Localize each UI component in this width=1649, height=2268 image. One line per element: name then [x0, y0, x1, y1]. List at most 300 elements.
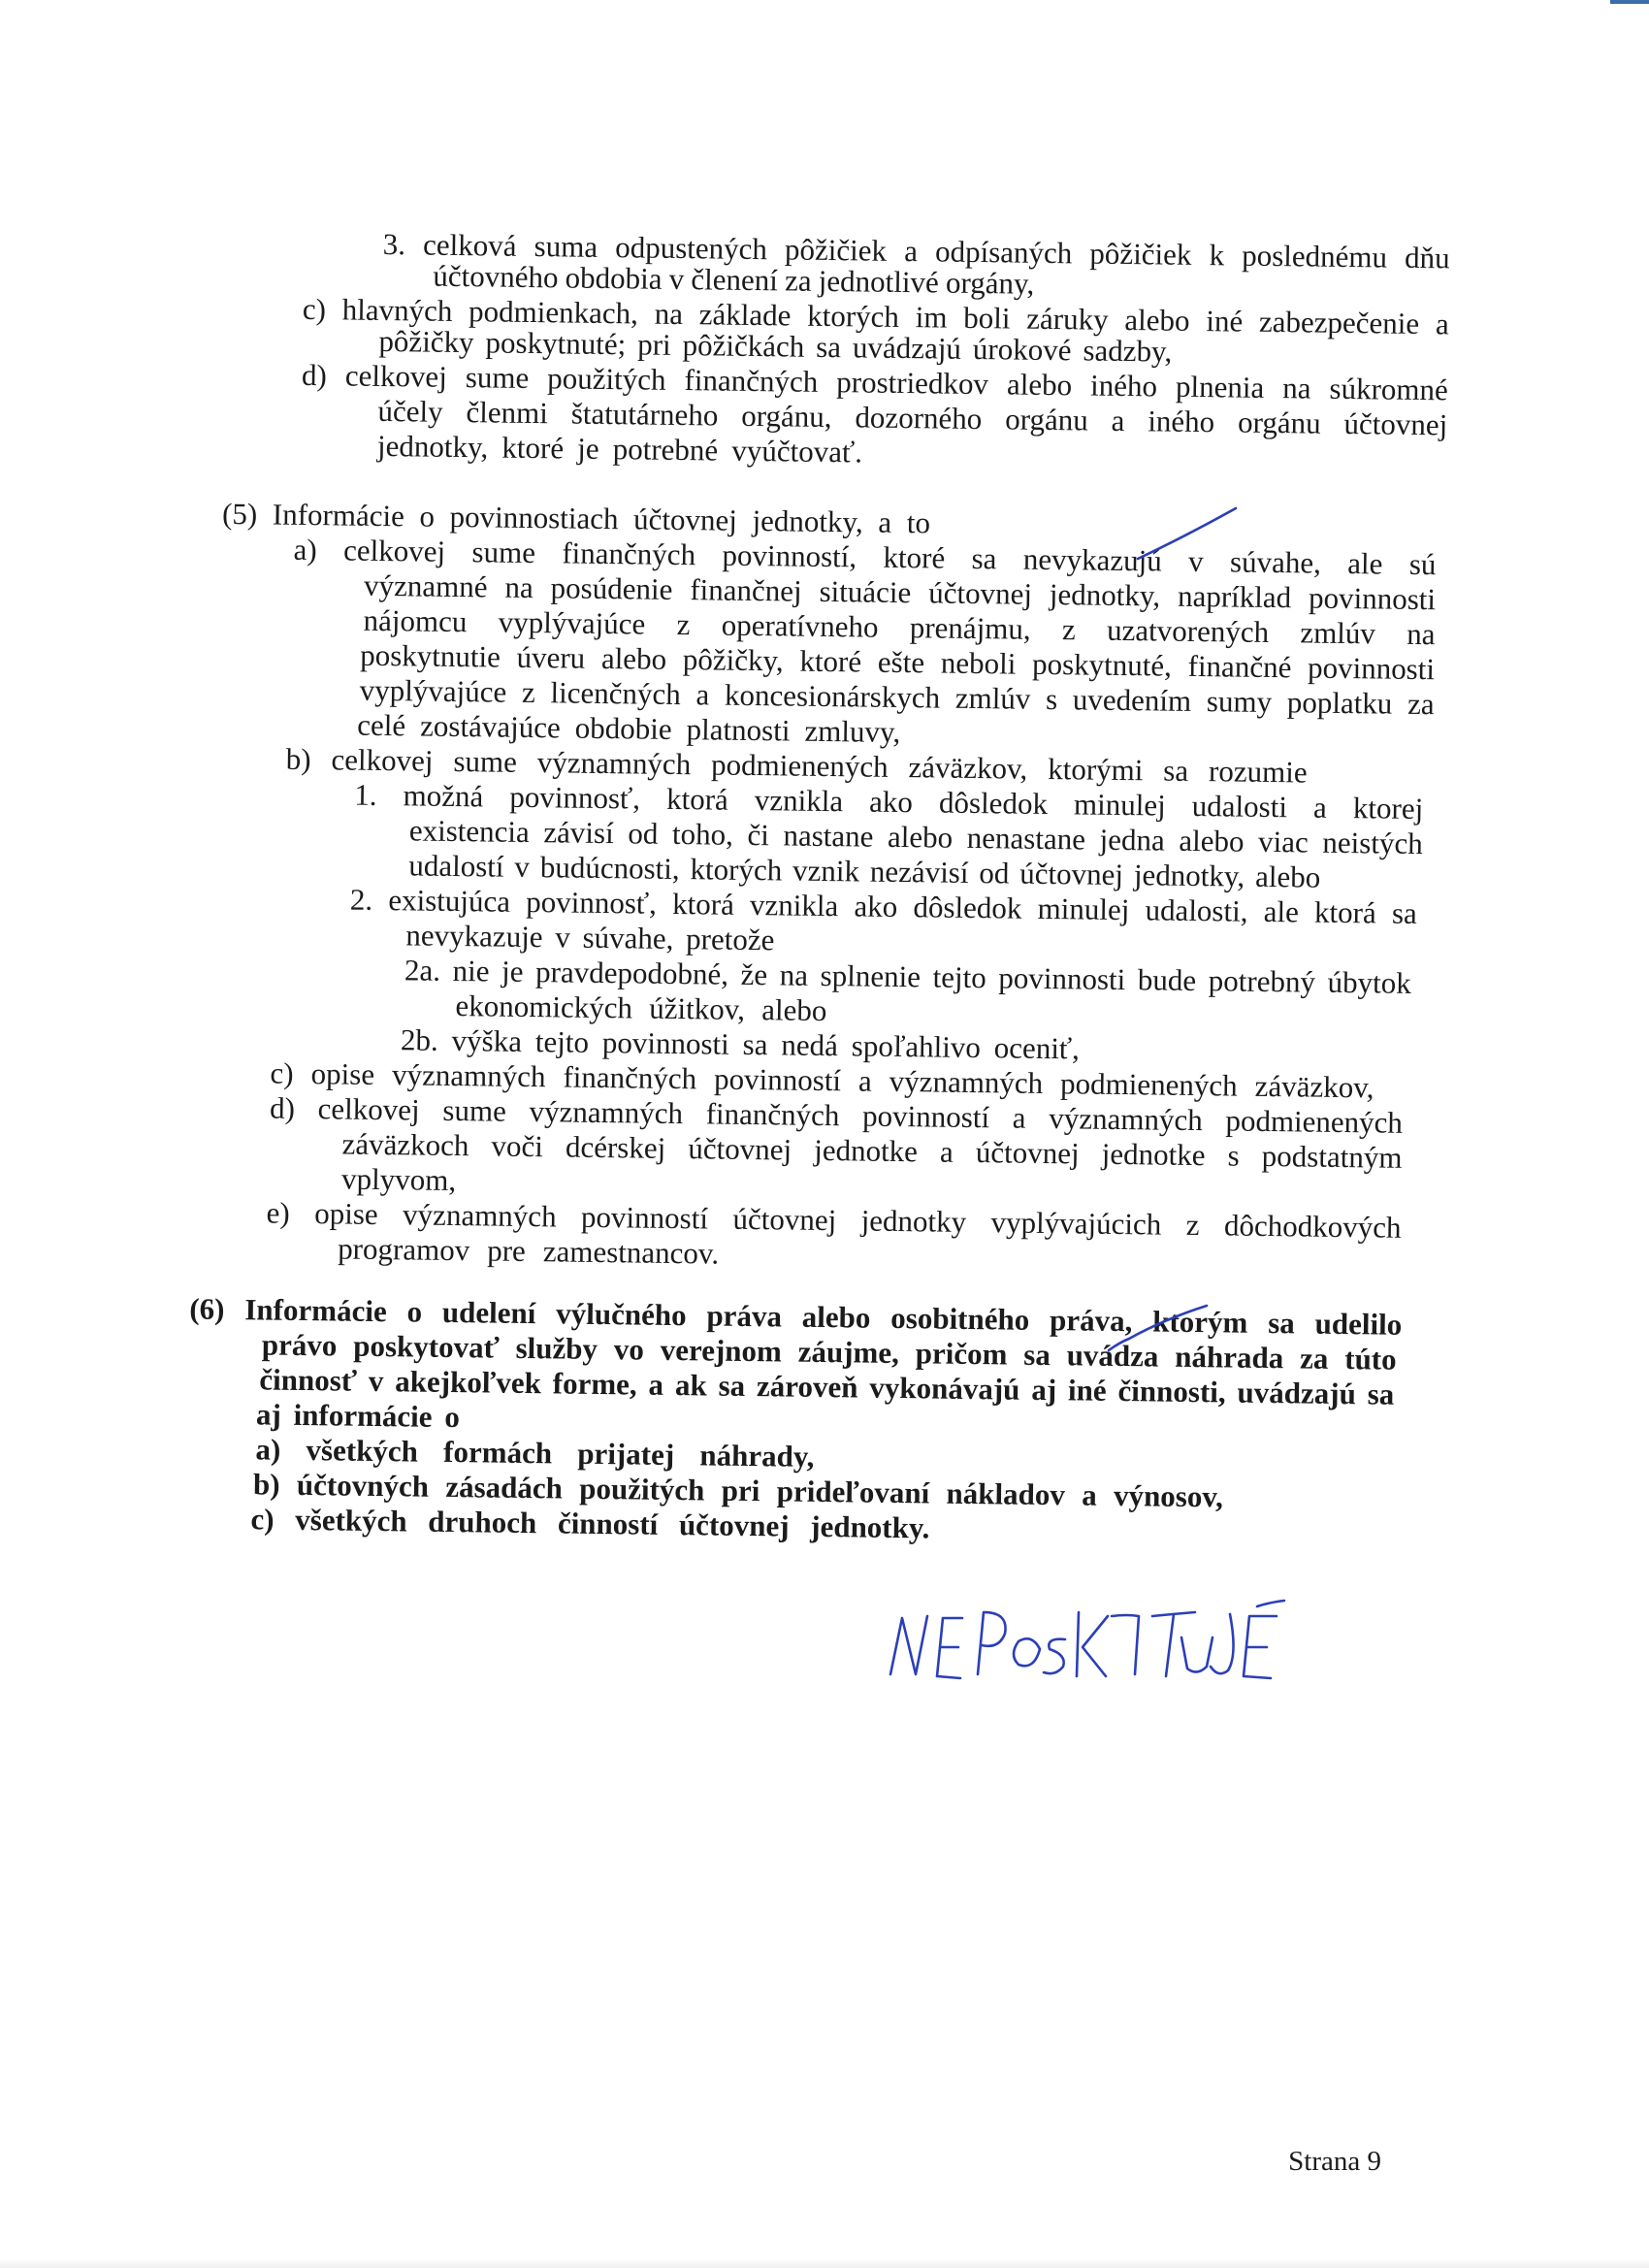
word: súvahe,: [1229, 544, 1322, 580]
word: sume: [442, 1092, 507, 1128]
word: obdobie: [574, 710, 672, 746]
word: účtovnej: [732, 1201, 837, 1238]
word: celkovej: [344, 358, 448, 394]
word: ktoré: [799, 643, 862, 679]
word: povinností: [713, 1061, 842, 1098]
word: právo: [261, 1327, 338, 1363]
word: alebo: [1124, 302, 1190, 338]
word: zabezpečenie: [1258, 304, 1420, 340]
word: nezávisí: [869, 854, 969, 890]
word: významné: [363, 567, 488, 604]
word: uvedením: [1072, 682, 1192, 718]
word: celkovej: [317, 1091, 420, 1127]
word: všetkých: [306, 1433, 419, 1469]
word: finančnej: [690, 572, 802, 608]
word: minulej: [1037, 891, 1130, 927]
word: a: [695, 677, 710, 712]
word: základe: [698, 297, 792, 333]
word: jednotlivé: [818, 263, 940, 300]
word: významných: [402, 1197, 557, 1234]
word: aj: [1031, 1372, 1057, 1408]
word: ktorým: [1151, 1304, 1248, 1340]
word: orgánu: [1004, 402, 1088, 437]
word: v: [668, 261, 685, 297]
word: záväzkov,: [1254, 1068, 1374, 1105]
word: za: [1299, 1341, 1329, 1376]
word: podstatným: [1261, 1138, 1403, 1175]
word: formách: [442, 1434, 553, 1471]
word: podmienených: [710, 747, 889, 784]
word: zmlúv: [954, 680, 1031, 716]
word: 2.: [349, 882, 373, 917]
text-line-bold: [256, 1397, 460, 1435]
text-line: [405, 918, 774, 957]
word: povinnosti: [998, 960, 1126, 997]
word: jednotky,: [1049, 577, 1161, 613]
word: d): [269, 1090, 296, 1125]
word: v: [1187, 543, 1204, 579]
word: zamestnancov.: [542, 1234, 720, 1271]
word: povinnosť,: [509, 779, 641, 816]
word: iného: [1148, 404, 1215, 439]
word: c): [270, 1055, 294, 1090]
word: poplatku: [1286, 685, 1393, 721]
word: Informácie: [244, 1292, 387, 1329]
word: (6): [189, 1291, 225, 1326]
word: sú: [1408, 546, 1437, 582]
word: odpustených: [615, 230, 768, 267]
text-line: [338, 1231, 719, 1271]
word: bude: [1137, 962, 1197, 998]
word: záruky: [1026, 301, 1109, 337]
word: plnenia: [1175, 369, 1265, 405]
word: ktorá: [1313, 894, 1376, 930]
word: nedá: [781, 1027, 839, 1063]
word: c): [302, 291, 327, 327]
handwritten-note: [885, 1599, 1292, 1686]
word: a: [1082, 1477, 1097, 1512]
word: pôžičiek: [1089, 236, 1192, 272]
word: sa: [1023, 1337, 1051, 1373]
word: nájomcu: [363, 602, 468, 639]
word: podmienených: [1059, 1066, 1238, 1103]
word: poslednému: [1242, 238, 1388, 275]
word: povinností,: [722, 537, 857, 574]
word: pri: [721, 1473, 760, 1508]
word: či: [747, 817, 770, 853]
word: výška: [451, 1022, 523, 1058]
word: celková: [422, 227, 517, 263]
word: pôžičky: [378, 323, 474, 360]
word: e): [266, 1195, 290, 1230]
word: operatívneho: [721, 607, 879, 644]
word: významných: [529, 1094, 684, 1131]
word: osobitného: [890, 1300, 1030, 1337]
word: nenastane: [966, 820, 1086, 857]
word: o: [406, 1294, 423, 1329]
word: poskytovať: [353, 1328, 500, 1365]
word: voči: [491, 1128, 544, 1164]
word: významných: [889, 1063, 1044, 1100]
word: a: [1312, 790, 1328, 825]
word: použitých: [547, 361, 666, 397]
word: na: [1406, 616, 1436, 652]
word: vyplývajúcich: [990, 1205, 1162, 1242]
word: úrokové: [972, 331, 1072, 368]
word: povinností: [580, 1199, 709, 1236]
word: tejto: [932, 959, 986, 995]
word: a: [648, 1367, 664, 1402]
word: toho,: [671, 816, 734, 852]
word: členmi: [466, 395, 549, 431]
word: nastane: [783, 818, 874, 854]
word: udalostí: [408, 848, 504, 884]
word: 3.: [382, 226, 406, 262]
text-line: [455, 988, 826, 1028]
word: účtovnej: [678, 1507, 790, 1543]
word: v: [514, 849, 531, 885]
word: a): [255, 1432, 281, 1467]
word: dozorného: [855, 400, 983, 437]
word: sume: [453, 743, 518, 779]
word: vznikla: [754, 783, 844, 819]
word: závisí: [543, 815, 614, 851]
word: oceniť,: [993, 1030, 1081, 1066]
word: dňu: [1404, 240, 1450, 275]
word: situácie: [819, 573, 912, 610]
word: o: [444, 1399, 461, 1435]
word: z: [521, 674, 535, 710]
word: ale: [1347, 546, 1383, 581]
word: rozumie: [1208, 754, 1308, 790]
word: informácie: [293, 1397, 433, 1434]
word: ekonomických: [455, 988, 633, 1025]
word: iné: [1067, 1373, 1107, 1408]
word: možná: [403, 778, 484, 814]
word: Informácie: [272, 497, 405, 534]
word: pretože: [685, 922, 775, 957]
word: dôsledok: [913, 890, 1022, 925]
word: celkovej: [331, 742, 434, 778]
word: akejkoľvek: [395, 1364, 542, 1401]
word: povinnosť,: [526, 884, 658, 921]
word: to: [906, 505, 931, 540]
word: pri: [636, 327, 671, 362]
word: uvádzajú: [852, 330, 962, 366]
word: potrebný: [1208, 963, 1316, 999]
word: posúdenie: [550, 570, 673, 606]
word: záväzkov,: [908, 750, 1028, 786]
word: zmluvy,: [804, 713, 901, 750]
word: činností: [557, 1506, 659, 1541]
word: finančných: [562, 535, 696, 572]
word: ktorá: [665, 781, 729, 817]
word: účtovnej: [928, 575, 1033, 611]
word: 2b.: [400, 1022, 438, 1057]
word: tejto: [534, 1024, 590, 1059]
word: poskytnuté;: [485, 325, 627, 362]
word: jednotky.: [810, 1508, 930, 1545]
text-line: [377, 429, 862, 470]
word: 2a.: [404, 953, 441, 988]
word: ktorých: [807, 298, 900, 334]
word: platnosti: [686, 712, 791, 748]
word: pričom: [915, 1336, 1008, 1372]
word: sa: [1163, 753, 1189, 788]
word: existujúca: [388, 883, 511, 919]
word: všetkých: [295, 1502, 407, 1539]
word: účtovných: [296, 1467, 430, 1504]
document-body: [13, 0, 1649, 1545]
word: udalosti: [1191, 788, 1288, 825]
handwritten-tick-mark: [1106, 1300, 1222, 1358]
word: od: [628, 816, 659, 851]
word: alebo: [1254, 859, 1321, 894]
text-line: [340, 1161, 457, 1199]
word: orgány,: [945, 265, 1035, 301]
word: vyplývajúce: [359, 672, 507, 709]
word: členení: [691, 262, 779, 298]
word: vykonávajú: [869, 1370, 1020, 1407]
word: sumy: [1206, 684, 1273, 720]
word: ktorými: [1048, 751, 1144, 788]
word: k: [1209, 238, 1225, 273]
word: z: [676, 606, 691, 642]
word: za: [1406, 686, 1435, 722]
word: pre: [487, 1233, 527, 1268]
word: je: [501, 954, 524, 988]
word: významných: [536, 745, 692, 782]
word: alebo: [761, 992, 827, 1028]
word: pôžičkách: [682, 328, 805, 364]
word: druhoch: [428, 1504, 537, 1540]
word: účtovnej: [975, 1135, 1080, 1171]
word: vyplývajúce: [498, 604, 646, 641]
word: ktorá: [671, 886, 735, 922]
word: účtovnej: [632, 502, 738, 537]
word: úžitkov,: [649, 990, 746, 1026]
word: činnosti,: [1117, 1373, 1226, 1409]
word: obdobia: [565, 260, 663, 296]
word: sa: [1267, 1306, 1296, 1341]
word: vznik: [792, 853, 860, 889]
word: od: [979, 856, 1010, 891]
word: výlučného: [556, 1296, 687, 1333]
word: súvahe,: [582, 920, 674, 956]
word: dôsledok: [938, 785, 1049, 821]
word: prenájmu,: [909, 610, 1031, 646]
word: prostriedkov: [836, 365, 989, 402]
word: o: [419, 499, 436, 534]
word: odpísaných: [934, 234, 1073, 271]
word: podmienkach,: [468, 294, 639, 331]
word: neboli: [940, 645, 1017, 681]
word: jednotky: [860, 1203, 967, 1239]
word: podmienených: [1225, 1103, 1404, 1140]
word: aj: [255, 1397, 282, 1432]
word: alebo: [801, 1299, 871, 1335]
word: iného: [1089, 368, 1158, 404]
word: opise: [314, 1196, 378, 1231]
word: výnosov,: [1113, 1477, 1224, 1514]
word: z: [1061, 612, 1077, 647]
word: zásadách: [445, 1469, 564, 1506]
word: za: [784, 263, 812, 298]
word: účtovnej: [1019, 856, 1124, 892]
word: povinnosti: [1307, 650, 1436, 687]
word: povinnosti: [601, 1025, 729, 1061]
word: z: [1185, 1207, 1200, 1243]
word: a): [293, 532, 317, 567]
word: b): [285, 741, 311, 777]
word: súkromné: [1329, 371, 1449, 407]
word: minulej: [1073, 787, 1166, 823]
word: činnosť: [259, 1362, 358, 1398]
word: jednotky,: [1133, 858, 1245, 893]
word: použitých: [579, 1471, 705, 1507]
word: uvádzajú: [1237, 1375, 1357, 1411]
word: v: [368, 1363, 384, 1399]
word: práva,: [1049, 1303, 1133, 1339]
word: iné: [1206, 304, 1244, 339]
word: účtovnej: [1343, 405, 1448, 442]
word: prijatej: [577, 1436, 675, 1473]
word: licenčných: [550, 675, 681, 712]
word: jednotke: [813, 1132, 919, 1169]
word: s: [1227, 1138, 1240, 1173]
word: že: [740, 956, 768, 992]
word: potrebné: [612, 432, 719, 468]
word: poskytnutie: [359, 637, 501, 674]
word: neistých: [1322, 825, 1423, 861]
word: náhrady,: [699, 1438, 815, 1474]
word: orgánu,: [741, 398, 832, 435]
word: existencia: [408, 813, 531, 850]
word: a: [878, 504, 892, 539]
word: pravdepodobné,: [534, 955, 729, 991]
word: boli: [963, 300, 1011, 336]
word: povinnostiach: [449, 499, 619, 536]
word: a: [1435, 307, 1449, 341]
word: pôžičky,: [682, 642, 784, 678]
word: úveru: [516, 639, 586, 675]
word: (5): [221, 496, 258, 532]
word: uvádza: [1066, 1338, 1159, 1374]
word: nákladov: [946, 1475, 1066, 1512]
word: alebo: [600, 640, 667, 676]
word: b): [252, 1467, 280, 1502]
word: a: [1012, 1100, 1026, 1135]
word: práva: [706, 1298, 783, 1334]
word: účely: [377, 393, 443, 429]
word: hlavných: [341, 292, 453, 328]
word: zároveň: [756, 1369, 858, 1405]
word: vyúčtovať.: [731, 433, 863, 470]
word: viac: [1257, 824, 1310, 859]
word: sume: [471, 535, 536, 570]
scan-bottom-edge: [0, 2258, 1649, 2268]
word: alebo: [887, 819, 954, 855]
word: nevykazuje: [405, 918, 543, 955]
word: na: [504, 569, 534, 605]
word: na: [779, 957, 809, 992]
word: ešte: [877, 644, 925, 680]
handwritten-tick-mark: [1135, 504, 1251, 563]
word: pôžičiek: [784, 232, 888, 268]
word: c): [250, 1502, 275, 1537]
word: zostávajúce: [419, 708, 561, 745]
word: štatutárneho: [570, 396, 719, 433]
word: zmlúv: [1300, 615, 1376, 651]
word: ako: [854, 889, 898, 923]
word: sume: [465, 360, 530, 395]
word: prideľovaní: [776, 1474, 930, 1510]
word: suma: [534, 229, 598, 264]
word: vznikla: [749, 887, 839, 923]
word: dôchodkových: [1223, 1208, 1402, 1245]
word: sa: [718, 1368, 746, 1403]
word: budúcnosti,: [539, 850, 680, 887]
word: udalosti,: [1145, 892, 1248, 928]
word: alebo: [1179, 823, 1245, 859]
word: programov: [337, 1231, 470, 1268]
word: sadzby,: [1083, 333, 1173, 369]
word: ako: [868, 784, 914, 820]
word: ktorých: [690, 852, 783, 888]
word: ak: [674, 1368, 707, 1403]
word: ale: [1263, 893, 1300, 929]
word: udelilo: [1314, 1306, 1403, 1342]
word: sa: [1367, 1377, 1395, 1411]
word: povinnosti: [1308, 580, 1437, 617]
word: alebo: [1006, 367, 1073, 403]
word: celé: [357, 707, 406, 743]
word: náhrada: [1175, 1339, 1284, 1376]
word: finančných: [563, 1059, 697, 1096]
word: a: [857, 1063, 873, 1098]
word: služby: [515, 1330, 598, 1366]
word: a: [903, 234, 919, 269]
scan-corner-mark: [1610, 0, 1649, 4]
word: napríklad: [1177, 578, 1292, 615]
word: finančných: [705, 1096, 840, 1133]
word: a: [939, 1134, 954, 1169]
word: jednotke: [1101, 1136, 1206, 1173]
word: uzatvorených: [1106, 612, 1270, 649]
word: záväzkoch: [341, 1126, 469, 1163]
word: účtovnej: [688, 1131, 792, 1167]
word: finančných: [684, 363, 819, 399]
word: záujme,: [797, 1334, 900, 1371]
word: jedna: [1099, 822, 1165, 858]
word: d): [301, 357, 328, 393]
word: s: [1045, 681, 1058, 717]
word: ktorej: [1352, 791, 1424, 826]
word: dcérskej: [565, 1129, 666, 1165]
word: verejnom: [660, 1332, 783, 1369]
page-number: Strana 9: [1288, 2146, 1381, 2177]
word: orgánu: [1237, 405, 1321, 440]
word: jednotky,: [752, 502, 864, 539]
word: nie: [452, 953, 490, 988]
word: im: [915, 300, 948, 335]
word: vo: [613, 1332, 645, 1367]
word: poskytnuté,: [1031, 646, 1173, 683]
word: koncesionárskych: [724, 677, 941, 715]
word: ktoré: [501, 430, 565, 466]
word: spoľahlivo: [851, 1028, 982, 1065]
word: forme,: [552, 1366, 637, 1402]
